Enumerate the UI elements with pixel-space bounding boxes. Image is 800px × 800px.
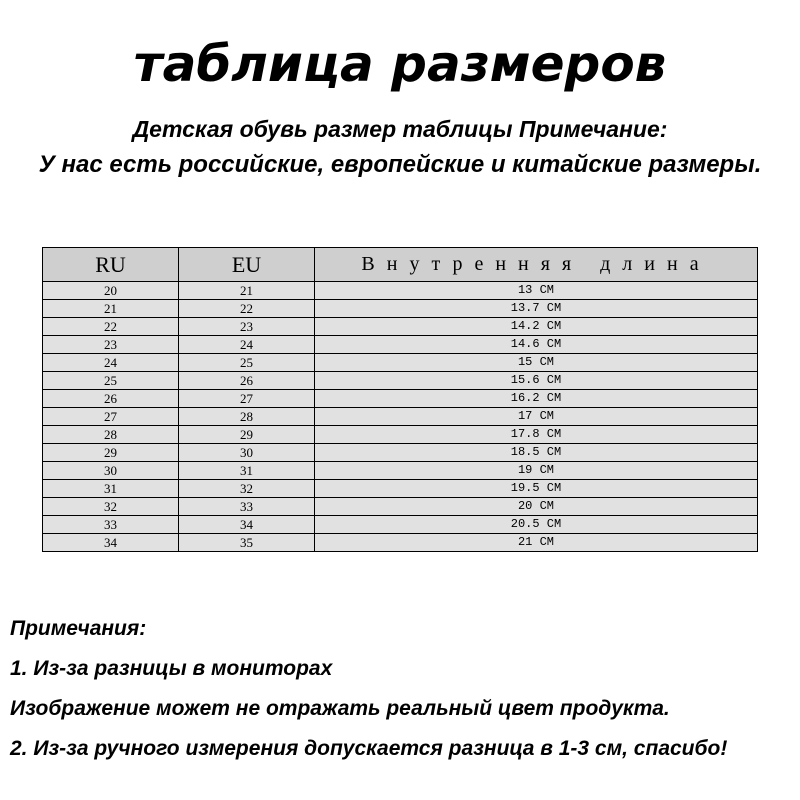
header-inner-length: Внутренняя длина (315, 248, 758, 282)
table-row (43, 534, 758, 552)
cell-ru: 21 (43, 300, 179, 318)
note-line-3: 2. Из-за ручного измерения допускается разница в 1-3 см, спасибо! (10, 737, 728, 760)
cell-eu: 24 (179, 336, 315, 354)
table-row (43, 480, 758, 498)
cell-inner-length: 19.5 CM (315, 480, 758, 498)
cell-inner-length: 20.5 CM (315, 516, 758, 534)
cell-ru: 32 (43, 498, 179, 516)
cell-ru: 30 (43, 462, 179, 480)
cell-inner-length: 15 CM (315, 354, 758, 372)
cell-eu: 21 (179, 282, 315, 300)
cell-ru: 25 (43, 372, 179, 390)
cell-inner-length: 16.2 CM (315, 390, 758, 408)
cell-inner-length: 17 CM (315, 408, 758, 426)
notes-heading: Примечания: (10, 617, 147, 640)
note-line-1: 1. Из-за разницы в мониторах (10, 657, 333, 680)
subtitle-line-2: У нас есть российские, европейские и китайские размеры. (38, 151, 762, 178)
table-row (43, 462, 758, 480)
cell-ru: 29 (43, 444, 179, 462)
cell-ru: 23 (43, 336, 179, 354)
table-row (43, 408, 758, 426)
cell-eu: 26 (179, 372, 315, 390)
table-row (43, 426, 758, 444)
subtitle-line-1: Детская обувь размер таблицы Примечание: (132, 116, 668, 142)
cell-ru: 28 (43, 426, 179, 444)
cell-inner-length: 13 CM (315, 282, 758, 300)
cell-inner-length: 21 CM (315, 534, 758, 552)
cell-inner-length: 13.7 CM (315, 300, 758, 318)
cell-eu: 22 (179, 300, 315, 318)
cell-inner-length: 20 CM (315, 498, 758, 516)
cell-ru: 24 (43, 354, 179, 372)
cell-inner-length: 19 CM (315, 462, 758, 480)
cell-eu: 35 (179, 534, 315, 552)
table-row (43, 516, 758, 534)
table-row (43, 354, 758, 372)
note-line-2: Изображение может не отражать реальный цвет продукта. (10, 697, 670, 720)
header-ru: RU (43, 248, 179, 282)
header-eu: EU (179, 248, 315, 282)
cell-eu: 33 (179, 498, 315, 516)
cell-eu: 27 (179, 390, 315, 408)
cell-ru: 31 (43, 480, 179, 498)
cell-ru: 26 (43, 390, 179, 408)
cell-eu: 31 (179, 462, 315, 480)
table-row (43, 336, 758, 354)
table-body (43, 282, 758, 552)
table-row (43, 282, 758, 300)
cell-eu: 23 (179, 318, 315, 336)
table-row (43, 318, 758, 336)
cell-inner-length: 17.8 CM (315, 426, 758, 444)
size-table (42, 247, 758, 552)
cell-ru: 22 (43, 318, 179, 336)
table-row (43, 444, 758, 462)
page-title: таблица размеров (133, 35, 667, 93)
table-row (43, 300, 758, 318)
table-row (43, 372, 758, 390)
cell-eu: 29 (179, 426, 315, 444)
cell-inner-length: 18.5 CM (315, 444, 758, 462)
cell-eu: 32 (179, 480, 315, 498)
cell-inner-length: 15.6 CM (315, 372, 758, 390)
cell-eu: 34 (179, 516, 315, 534)
cell-inner-length: 14.6 CM (315, 336, 758, 354)
cell-eu: 28 (179, 408, 315, 426)
cell-ru: 20 (43, 282, 179, 300)
cell-eu: 30 (179, 444, 315, 462)
cell-ru: 33 (43, 516, 179, 534)
cell-inner-length: 14.2 CM (315, 318, 758, 336)
cell-ru: 34 (43, 534, 179, 552)
table-row (43, 390, 758, 408)
table-row (43, 498, 758, 516)
cell-ru: 27 (43, 408, 179, 426)
cell-eu: 25 (179, 354, 315, 372)
table-header-row (43, 248, 758, 282)
